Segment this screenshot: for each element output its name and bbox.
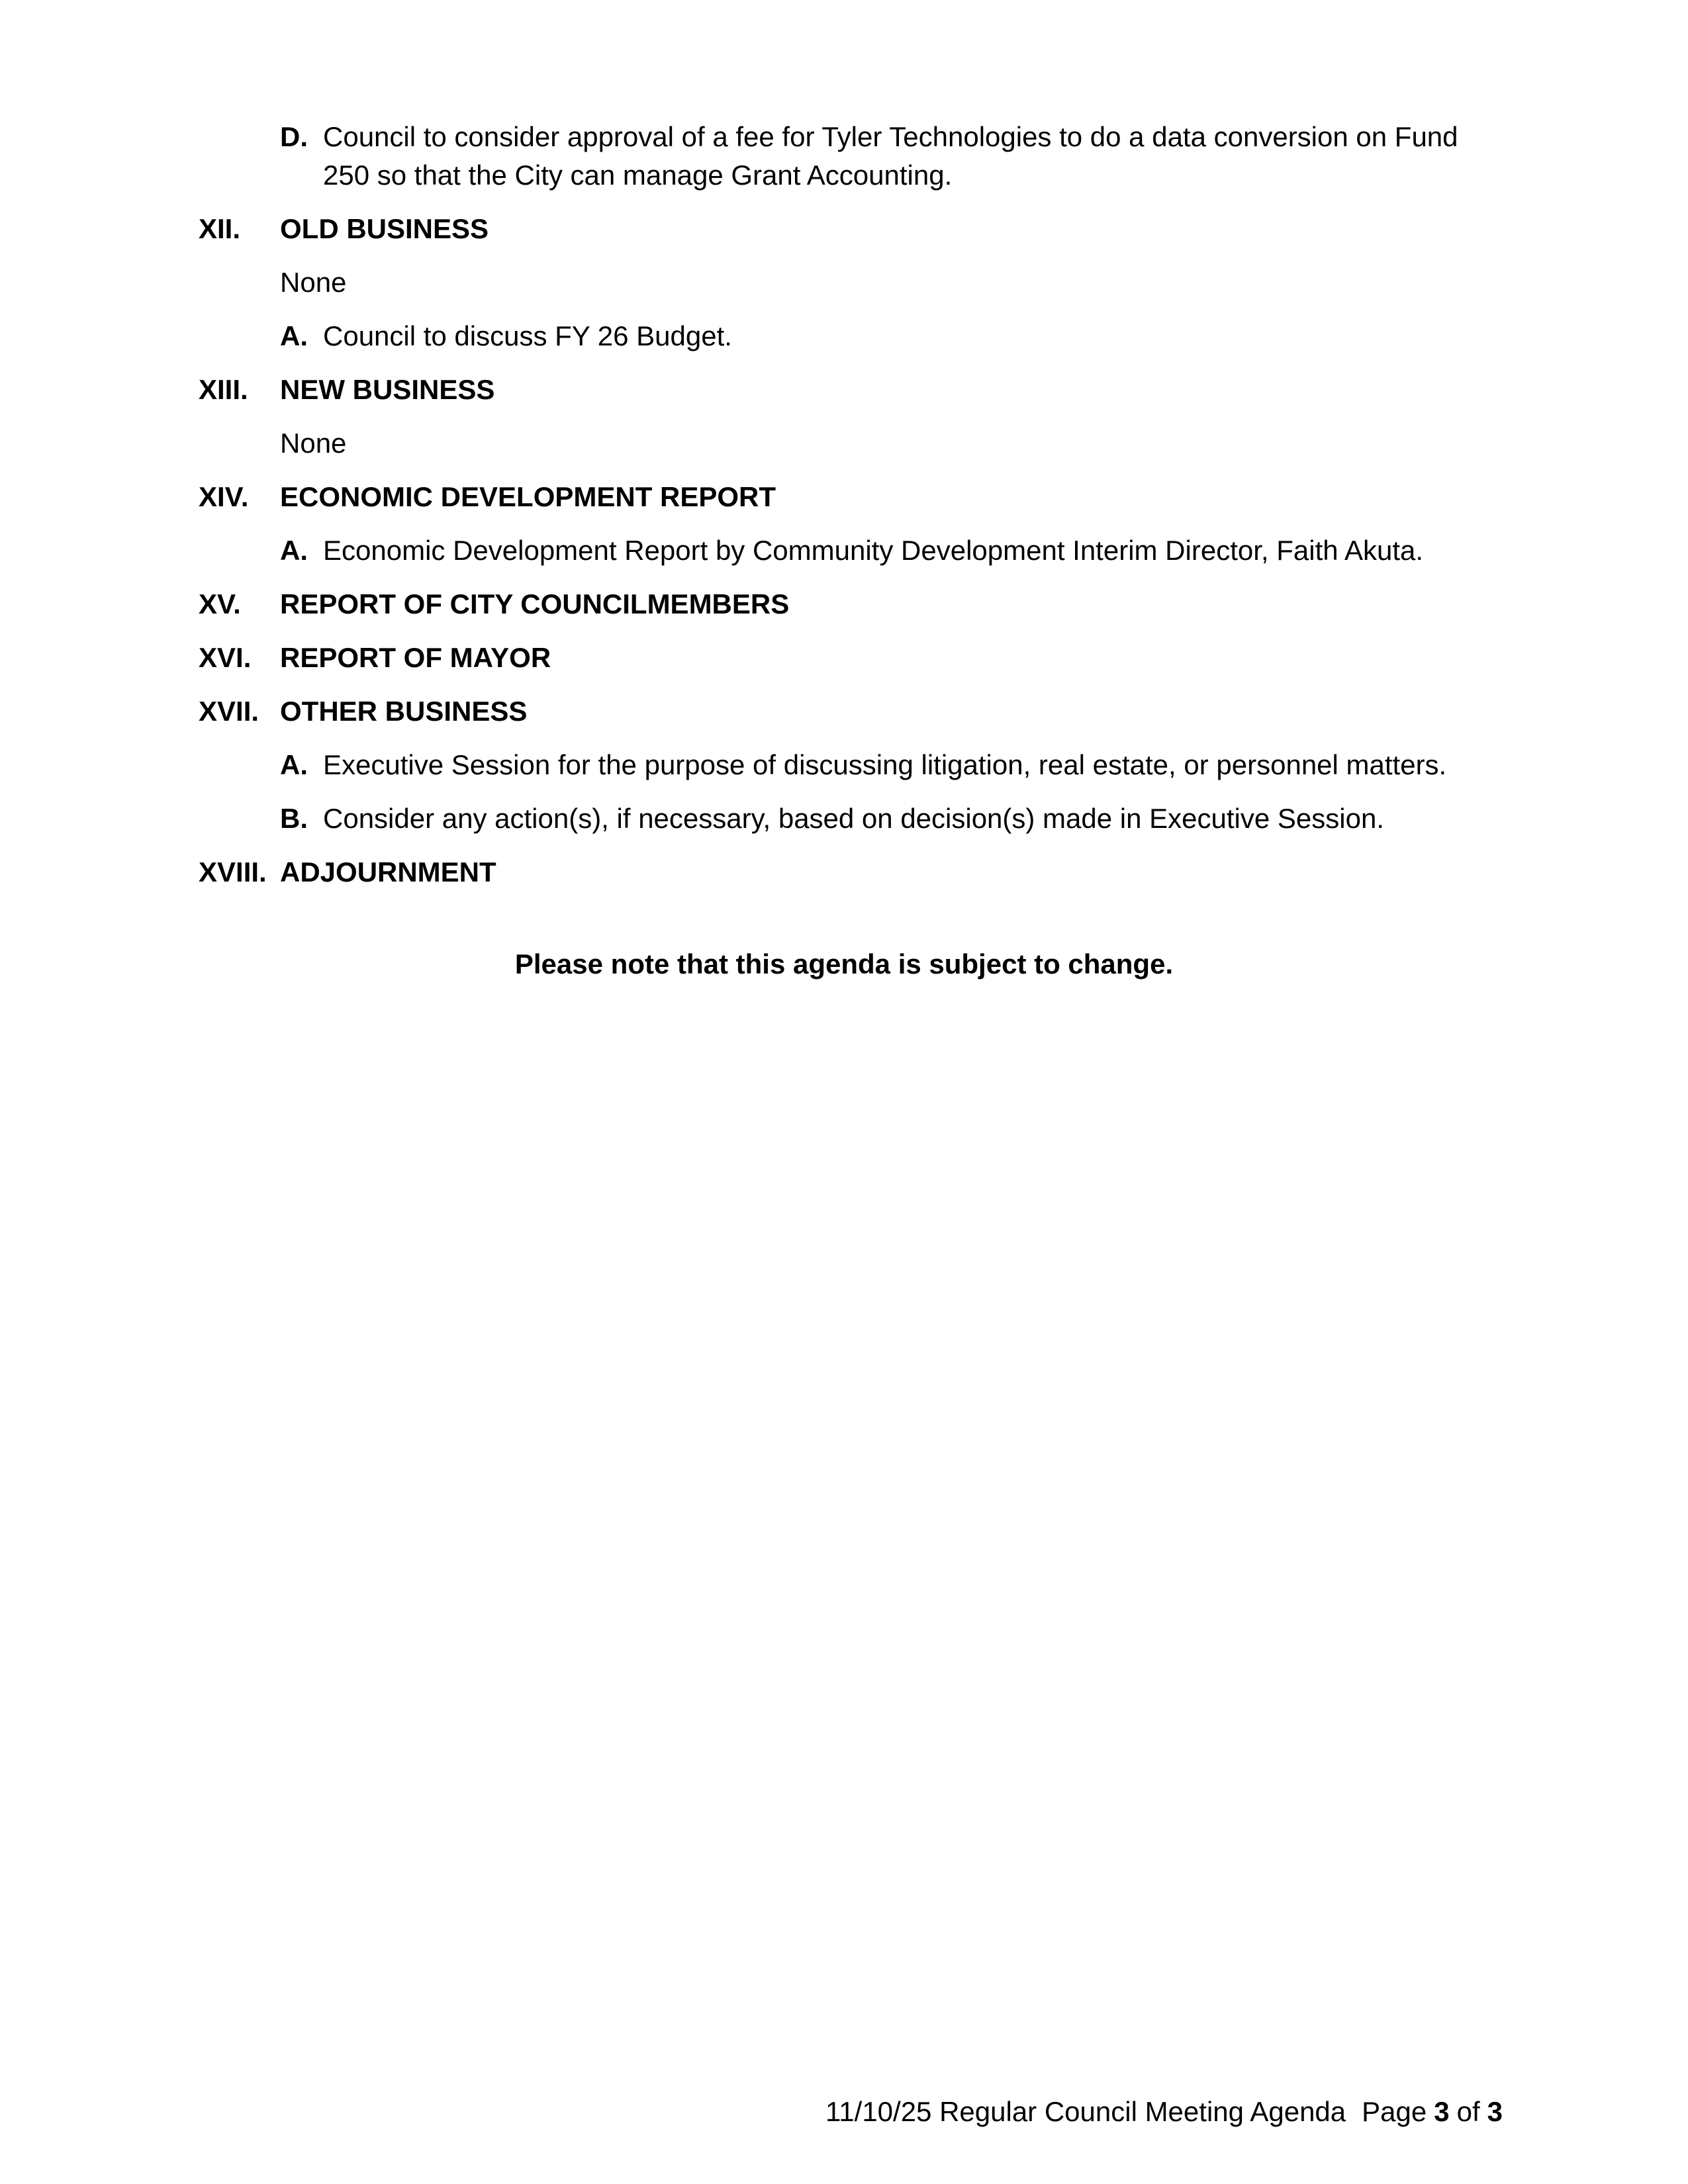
agenda-item	[199, 692, 1489, 731]
agenda-item	[199, 424, 1489, 463]
agenda-item-text: Executive Session for the purpose of discussing litigation, real estate, or personnel matters.	[323, 749, 1447, 780]
agenda-item-text: None	[280, 267, 347, 298]
agenda-item-text: None	[280, 428, 347, 459]
agenda-item-label: XVIII.	[199, 856, 267, 887]
agenda-item-label: A.	[280, 535, 308, 566]
page-footer	[825, 2093, 1503, 2131]
agenda-item-label: XVI.	[199, 642, 252, 673]
agenda-item-text: Consider any action(s), if necessary, based on decision(s) made in Executive Session.	[323, 803, 1384, 834]
agenda-item-text: OLD BUSINESS	[280, 213, 489, 244]
agenda-item-text: ECONOMIC DEVELOPMENT REPORT	[280, 481, 776, 512]
agenda-item-label: XIV.	[199, 481, 249, 512]
agenda-item-label: XV.	[199, 588, 241, 619]
agenda-item-label: XIII.	[199, 374, 248, 405]
footer-page-total: 3	[1487, 2096, 1503, 2127]
footer-document-title: 11/10/25 Regular Council Meeting Agenda	[825, 2096, 1346, 2127]
agenda-item-text: REPORT OF MAYOR	[280, 642, 551, 673]
agenda-item	[199, 746, 1489, 784]
agenda-item-text: NEW BUSINESS	[280, 374, 495, 405]
footer-of-word: of	[1456, 2096, 1480, 2127]
agenda-item-text: Economic Development Report by Community Development Interim Director, Faith Akuta.	[323, 535, 1424, 566]
agenda-change-note: Please note that this agenda is subject to change.	[514, 948, 1174, 979]
agenda-item-label: A.	[280, 749, 308, 780]
agenda-item-text: Council to discuss FY 26 Budget.	[323, 320, 732, 351]
agenda-item-text: Council to consider approval of a fee for Tyler Technologies to do a data conversion on Fund 250 so that the City can manage Grant Accounting.	[323, 121, 1458, 191]
agenda-item	[199, 371, 1489, 409]
agenda-item	[199, 799, 1489, 838]
agenda-item-label: XVII.	[199, 696, 259, 727]
agenda-item	[199, 853, 1489, 891]
agenda-item-text: ADJOURNMENT	[280, 856, 496, 887]
agenda-item	[199, 210, 1489, 248]
agenda-item	[199, 263, 1489, 302]
agenda-item-label: XII.	[199, 213, 241, 244]
agenda-item	[199, 531, 1489, 570]
agenda-item-text: REPORT OF CITY COUNCILMEMBERS	[280, 588, 790, 619]
agenda-item-list	[199, 118, 1489, 891]
agenda-item-text: OTHER BUSINESS	[280, 696, 528, 727]
agenda-item	[199, 317, 1489, 355]
agenda-item	[199, 639, 1489, 677]
agenda-body	[199, 118, 1489, 983]
agenda-item	[199, 478, 1489, 516]
agenda-item	[199, 585, 1489, 623]
agenda-item-label: B.	[280, 803, 308, 834]
agenda-item-label: A.	[280, 320, 308, 351]
agenda-item	[199, 118, 1489, 195]
footer-page-word: Page	[1362, 2096, 1427, 2127]
agenda-item-label: D.	[280, 121, 308, 152]
footer-page-number: 3	[1434, 2096, 1450, 2127]
